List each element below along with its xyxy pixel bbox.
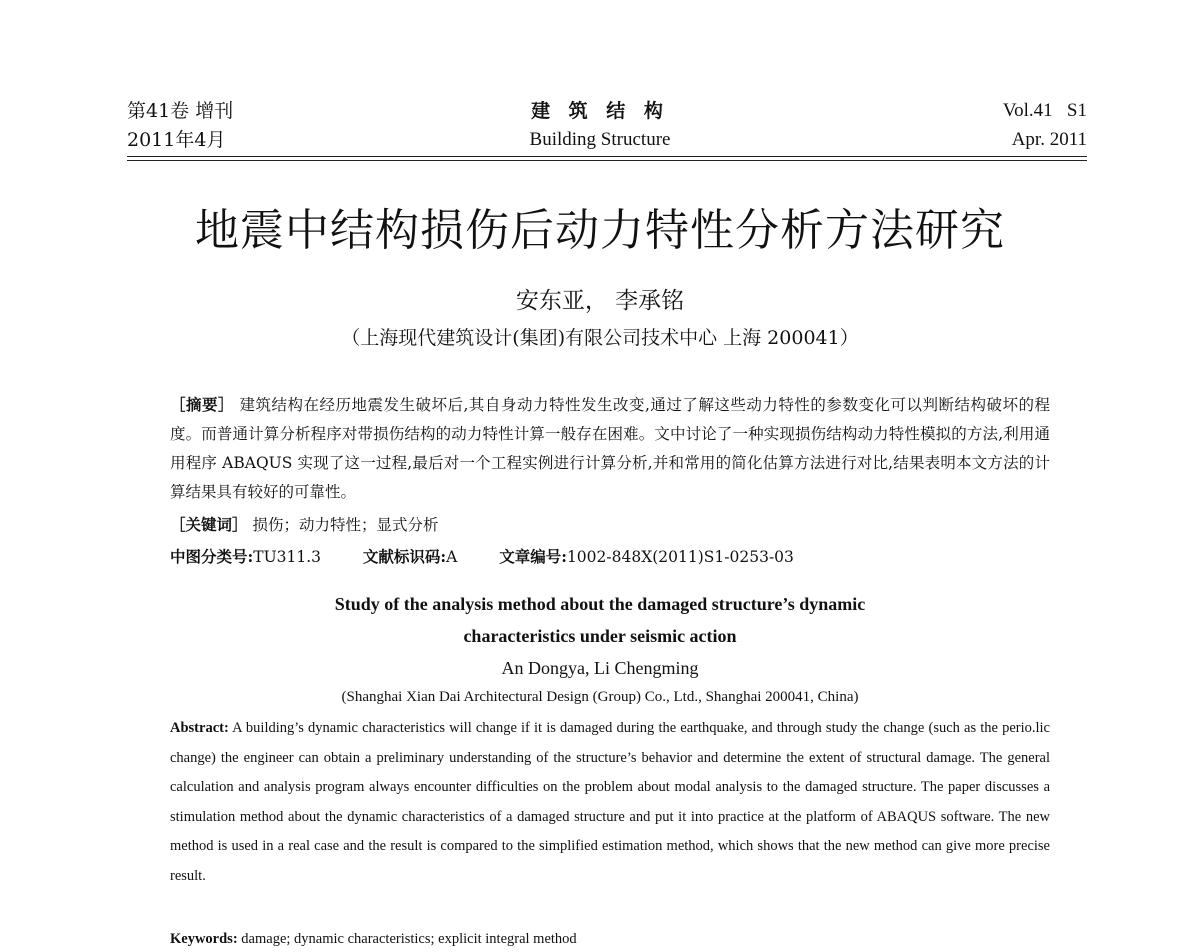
doc-code-label: 文献标识码: [362, 547, 447, 566]
abstract-en-label: Abstract: [170, 720, 229, 736]
abstract-cn-label: ［摘要］ [170, 395, 235, 414]
keywords-en-text: damage; dynamic characteristics; explicit integral method [241, 931, 577, 947]
keywords-en [170, 927, 1050, 951]
authors-en: An Dongya, Li Chengming [501, 658, 699, 678]
classification-line [170, 544, 1050, 570]
header-journal-cn: 建 筑 结 构 [531, 100, 669, 122]
affiliation-cn: （上海现代建筑设计(集团)有限公司技术中心 上海 200041） [341, 327, 859, 349]
paper-title-cn: 地震中结构损伤后动力特性分析方法研究 [195, 205, 1005, 256]
keywords-cn [170, 512, 1050, 538]
authors-cn: 安东亚， 李承铭 [515, 288, 685, 314]
abstract-cn-text: 建筑结构在经历地震发生破坏后,其自身动力特性发生改变,通过了解这些动力特性的参数变化可以判断结构破坏的程度。而普通计算分析程序对带损伤结构的动力特性计算一般存在困难。文中讨论了一种实现损伤结构动力特性模拟的方法,利用通用程序 ABAQUS 实现了这一过程,最后对一个工程实例进行计算分析,并和常用的简化估算方法进行对比,结果表明本文方法的计算结果具有较好的可靠性。 [170, 396, 1050, 501]
clc-label: 中图分类号: [170, 547, 254, 566]
header-date-en: Apr. 2011 [1011, 129, 1087, 150]
abstract-en [170, 714, 1050, 891]
header-date-cn: 2011年4月 [127, 129, 226, 151]
header-volume-en: Vol.41 S1 [1002, 100, 1087, 121]
keywords-cn-text: 损伤；动力特性；显式分析 [252, 516, 439, 534]
paper-title-en-line1: Study of the analysis method about the damaged structure’s dynamic [334, 594, 866, 614]
header-journal-en: Building Structure [529, 129, 671, 150]
abstract-cn [170, 390, 1050, 507]
abstract-en-text: A building’s dynamic characteristics will change if it is damaged during the earthquake, and through study the change (such as the perio.lic change) the engineer can obtain a preliminary understanding of the structure’s behavior and determine the extent of structural damage. The general calculation and analysis program always encounter difficulties on the problem about modal analysis to the damaged structure. The paper discusses a stimulation method about the dynamic characteristics of a damaged structure and put it into practice at the platform of ABAQUS software. The new method is used in a real case and the result is compared to the simplified estimation method, which shows that the new method can give more precise result. [170, 720, 1050, 884]
header-volume-cn: 第41卷 增刊 [127, 100, 234, 122]
article-number-value: 1002-848X(2011)S1-0253-03 [566, 548, 794, 566]
doc-code-value: A [446, 548, 458, 566]
header-rule-thick [127, 156, 1087, 157]
affiliation-en: (Shanghai Xian Dai Architectural Design (Group) Co., Ltd., Shanghai 200041, China) [341, 689, 859, 705]
header-rule-thin [127, 160, 1087, 161]
keywords-cn-label: ［关键词］ [170, 515, 248, 534]
clc-value: TU311.3 [253, 548, 322, 566]
keywords-en-label: Keywords: [170, 931, 238, 947]
paper-title-en-line2: characteristics under seismic action [463, 626, 737, 646]
article-number-label: 文章编号: [499, 547, 567, 566]
